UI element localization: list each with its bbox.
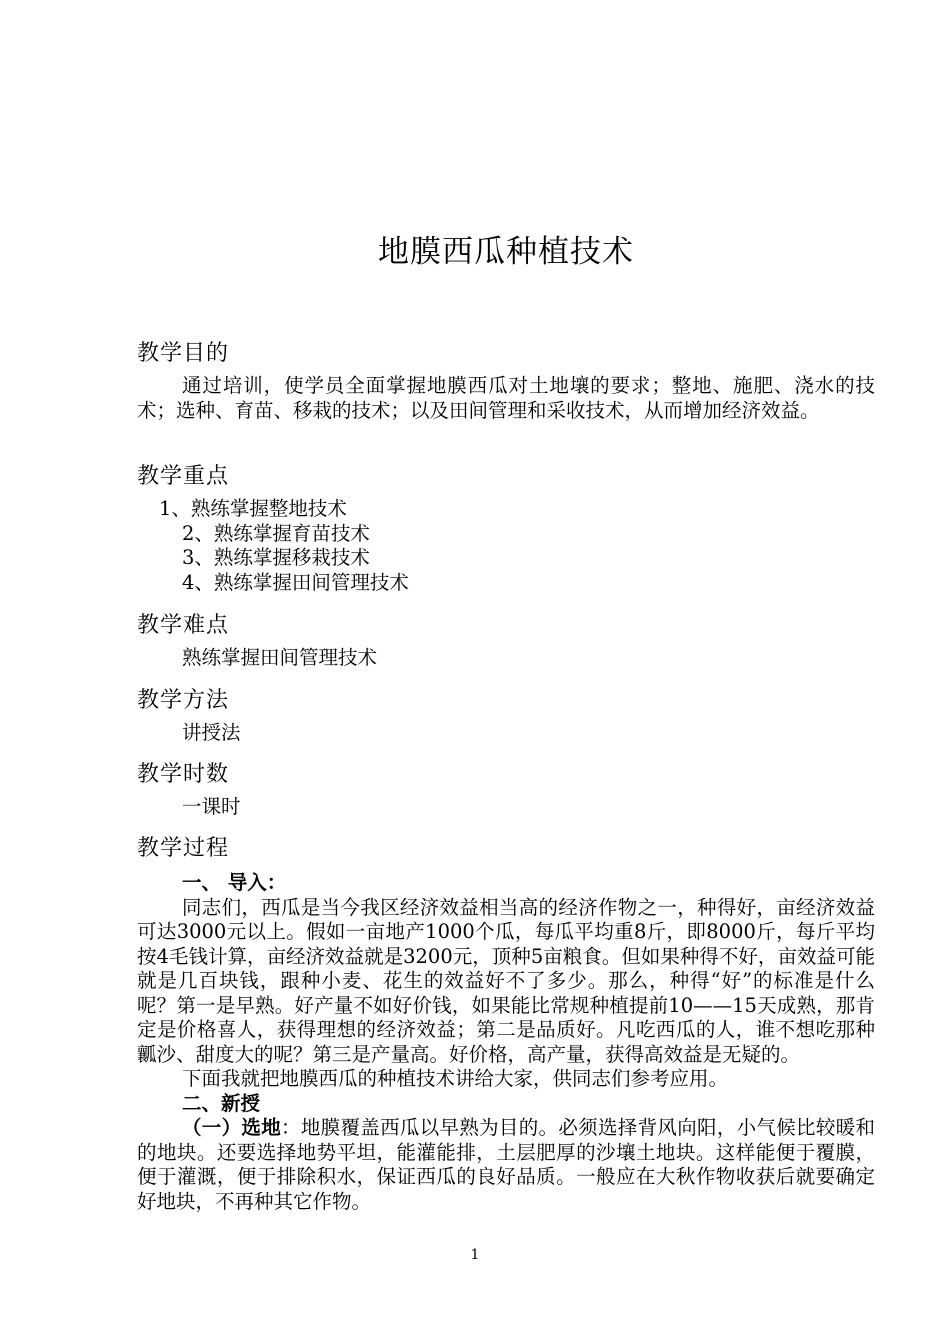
document-title: 地膜西瓜种植技术 — [378, 234, 634, 270]
heading-method: 教学方法 — [137, 688, 230, 713]
site-selection-paragraph — [137, 1116, 875, 1214]
section-method — [137, 684, 875, 746]
section-key-points — [137, 460, 875, 595]
page-number: 1 — [470, 1247, 480, 1263]
intro-closing: 下面我就把地膜西瓜的种植技术讲给大家，供同志们参考应用。 — [182, 1067, 729, 1090]
heading-objectives: 教学目的 — [137, 341, 230, 366]
difficulties-text: 熟练掌握田间管理技术 — [182, 646, 378, 669]
heading-hours: 教学时数 — [137, 762, 230, 787]
section-process — [137, 832, 875, 1214]
intro-heading: 一、 导入： — [182, 871, 287, 894]
heading-process: 教学过程 — [137, 836, 230, 861]
new-lesson-heading: 二、新授 — [182, 1091, 261, 1115]
section-objectives — [137, 337, 875, 423]
key-point-item: 3、熟练掌握移栽技术 — [182, 546, 370, 569]
heading-key-points: 教学重点 — [137, 464, 230, 489]
site-selection-text: ：地膜覆盖西瓜以早熟为目的。必须选择背风向阳，小气候比较暖和的地块。还要选择地势平坦，能灌能排，土层肥厚的沙壤土地块。这样能便于覆膜，便于灌溉，便于排除积水，保证西瓜的良好品质。一般应在大秋作物收获后就要确定好地块，不再种其它作物。 — [137, 1116, 875, 1213]
heading-difficulties: 教学难点 — [137, 613, 230, 638]
objectives-text: 通过培训，使学员全面掌握地膜西瓜对土地壤的要求；整地、施肥、浇水的技术；选种、育苗、移栽的技术；以及田间管理和采收技术，从而增加经济效益。 — [137, 374, 875, 422]
hours-text: 一课时 — [182, 795, 241, 818]
method-text: 讲授法 — [182, 721, 241, 744]
section-hours — [137, 758, 875, 820]
section-difficulties — [137, 609, 875, 671]
key-point-item: 2、熟练掌握育苗技术 — [182, 521, 370, 545]
key-point-item: 1、熟练掌握整地技术 — [159, 497, 347, 520]
site-selection-lead: （一）选地 — [182, 1116, 282, 1139]
key-point-item: 4、熟练掌握田间管理技术 — [182, 570, 409, 594]
intro-paragraph: 同志们，西瓜是当今我区经济效益相当高的经济作物之一，种得好，亩经济效益可达3000元以上。假如一亩地产1000个瓜，每瓜平均重8斤，即8000斤，每斤平均按4毛钱计算，亩经济效益就是3200元，顶种5亩粮食。但如果种得不好，亩效益可能就是几百块钱，跟种小麦、花生的效益好不了多少。那么，种得“好”的标准是什么呢？第一是早熟。好产量不如好价钱，如果能比常规种植提前10——15天成熟，那肯定是价格喜人，获得理想的经济效益；第二是品质好。凡吃西瓜的人，谁不想吃那种瓤沙、甜度大的呢？第三是产量高。好价格，高产量，获得高效益是无疑的。 — [137, 895, 875, 1066]
